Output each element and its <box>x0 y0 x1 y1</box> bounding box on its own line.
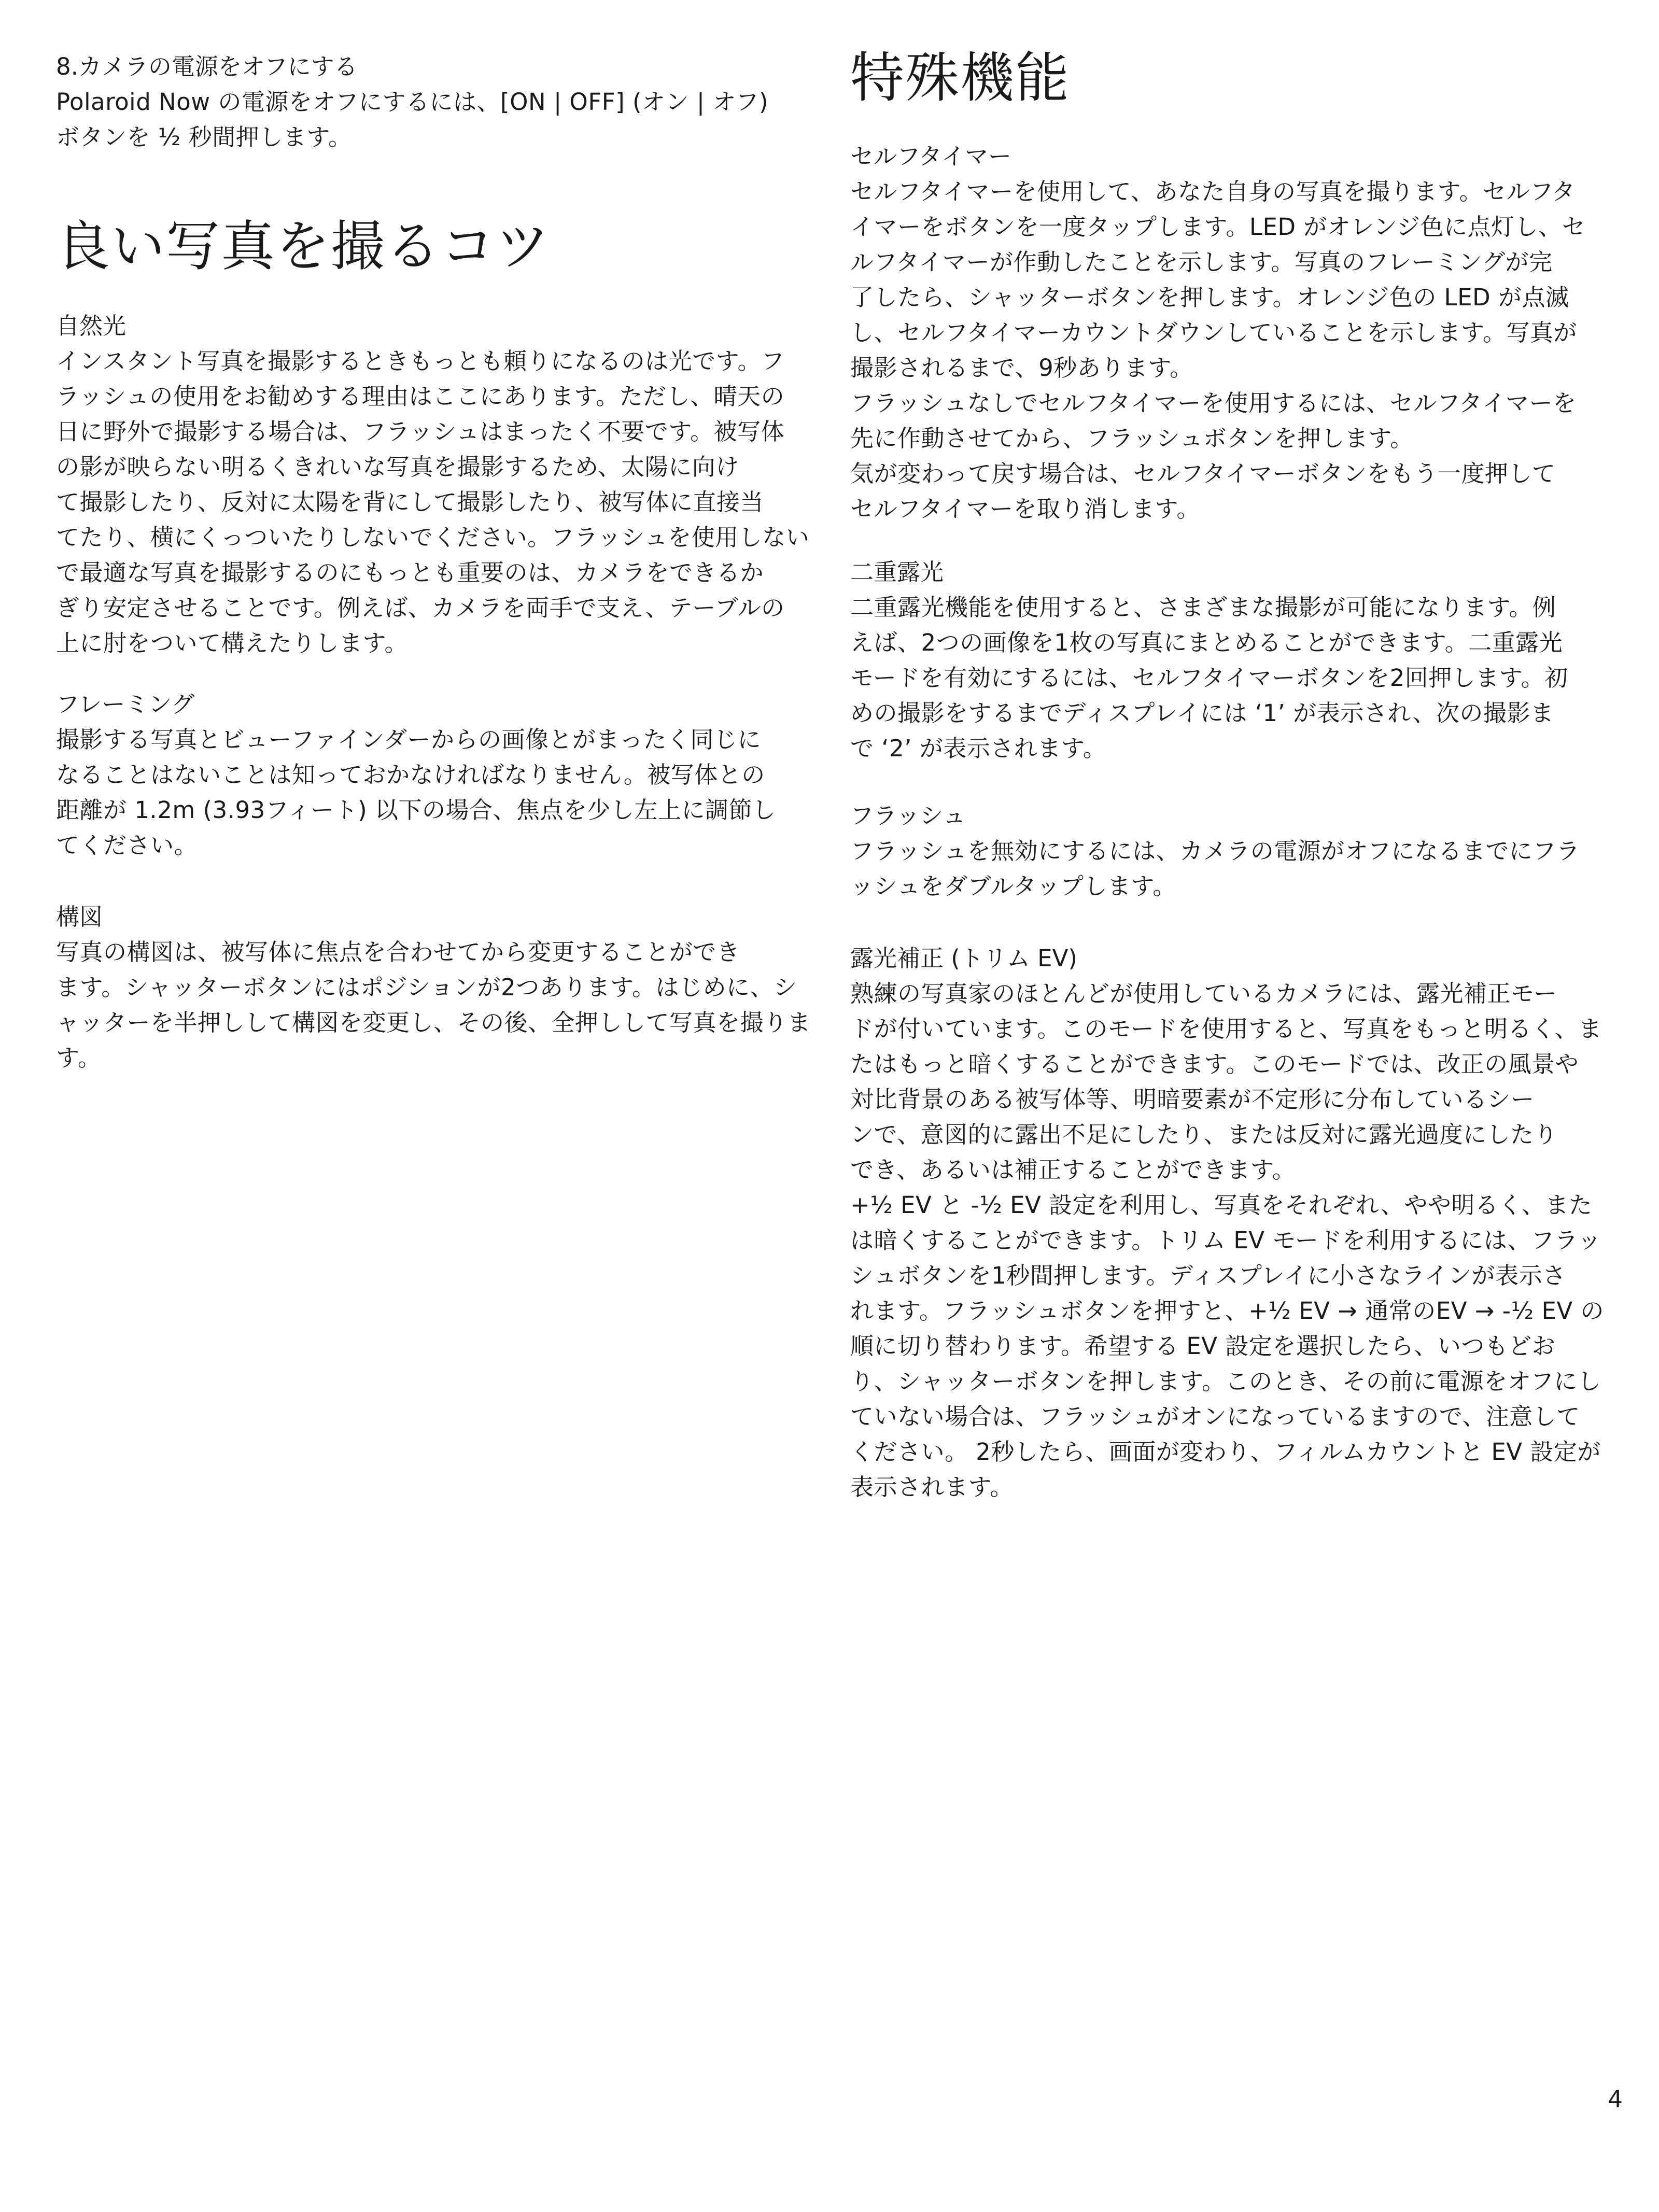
framing-body: 撮影する写真とビューファインダーからの画像とがまったく同じに なることはないことは知っておかなければなりません。被写体との 距離が 1.2m (3.93フィート) 以下の場合、焦点を少し左上に調節し てください。 <box>56 726 776 859</box>
special-heading-wrap <box>850 44 1612 111</box>
self-timer-title: セルフタイマー <box>850 143 1011 170</box>
double-exposure-title: 二重露光 <box>850 558 944 586</box>
natural-light-title: 自然光 <box>56 312 126 340</box>
exposure-comp-title: 露光補正 (トリム EV) <box>850 945 1077 972</box>
framing-title: フレーミング <box>56 691 195 718</box>
power-off-title: 8.カメラの電源をオフにする <box>56 53 358 80</box>
page-number: 4 <box>1608 2086 1623 2113</box>
composition-title: 構図 <box>56 903 103 931</box>
power-off-section <box>56 49 818 155</box>
natural-light-body: インスタント写真を撮影するときもっとも頼りになるのは光です。フ ラッシュの使用をお勧めする理由はここにあります。ただし、晴天の 日に野外で撮影する場合は、フラッシュはまったく不要です。被写体 の影が映らない明るくきれいな写真を撮影するため、太陽に向け て撮影したり、反対に太陽を背にして撮影したり、被写体に直接当 てたり、横にくっついたりしないでください。フラッシュを使用しない で最適な写真を撮影するのにもっとも重要のは、カメラをできるか ぎり安定させることです。例えば、カメラを両手で支え、テーブルの 上に肘をついて構えたりします。 <box>56 347 810 657</box>
flash-title: フラッシュ <box>850 802 966 829</box>
composition-body: 写真の構図は、被写体に焦点を合わせてから変更することができ ます。シャッターボタンにはポジションが2つあります。はじめに、シ ャッターを半押しして構図を変更し、その後、全押しして写真を撮りま す。 <box>56 938 811 1072</box>
double-exposure-section <box>850 555 1612 766</box>
self-timer-section <box>850 139 1612 527</box>
power-off-body: Polaroid Now の電源をオフにするには、[ON | OFF] (オン | オフ) ボタンを ½ 秒間押します。 <box>56 88 768 151</box>
double-exposure-body: 二重露光機能を使用すると、さまざまな撮影が可能になります。例 えば、2つの画像を1枚の写真にまとめることができます。二重露光 モードを有効にするには、セルフタイマーボタンを2回押します。初 めの撮影をするまでディスプレイには ‘1’ が表示され、次の撮影ま で ‘2’ が表示されます。 <box>850 594 1568 762</box>
composition-section <box>56 899 818 1076</box>
flash-section <box>850 798 1612 904</box>
exposure-comp-body: 熟練の写真家のほとんどが使用しているカメラには、露光補正モー ドが付いています。このモードを使用すると、写真をもっと明るく、ま たはもっと暗くすることができます。このモードでは、改正の風景や 対比背景のある被写体等、明暗要素が不定形に分布しているシー ンで、意図的に露出不足にしたり、または反対に露光過度にしたり でき、あるいは補正することができます。 +½ EV と -½ EV 設定を利用し、写真をそれぞれ、やや明るく、また は暗くすることができます。トリム EV モードを利用するには、フラッ シュボタンを1秒間押します。ディスプレイに小さなラインが表示さ れます。フラッシュボタンを押すと、+½ EV → 通常のEV → -½ EV の 順に切り替わります。希望する EV 設定を選択したら、いつもどお り、シャッターボタンを押します。このとき、その前に電源をオフにし ていない場合は、フラッシュがオンになっているますので、注意して ください。 2秒したら、画面が変わり、フィルムカウントと EV 設定が 表示されます。 <box>850 980 1604 1501</box>
natural-light-section <box>56 308 818 661</box>
flash-body: フラッシュを無効にするには、カメラの電源がオフになるまでにフラ ッシュをダブルタップします。 <box>850 837 1580 900</box>
framing-section <box>56 687 818 863</box>
exposure-comp-section <box>850 941 1612 1505</box>
special-heading: 特殊機能 <box>850 46 1071 109</box>
tips-heading-wrap <box>56 213 818 280</box>
self-timer-body: セルフタイマーを使用して、あなた自身の写真を撮ります。セルフタ イマーをボタンを一度タップします。LED がオレンジ色に点灯し、セ ルフタイマーが作動したことを示します。写真のフレーミングが完 了したら、シャッターボタンを押します。オレンジ色の LED が点滅 し、セルフタイマーカウントダウンしていることを示します。写真が 撮影されるまで、9秒あります。 フラッシュなしでセルフタイマーを使用するには、セルフタイマーを 先に作動させてから、フラッシュボタンを押します。 気が変わって戻す場合は、セルフタイマーボタンをもう一度押して セルフタイマーを取り消します。 <box>850 178 1586 523</box>
tips-heading: 良い写真を撮るコツ <box>56 215 551 278</box>
